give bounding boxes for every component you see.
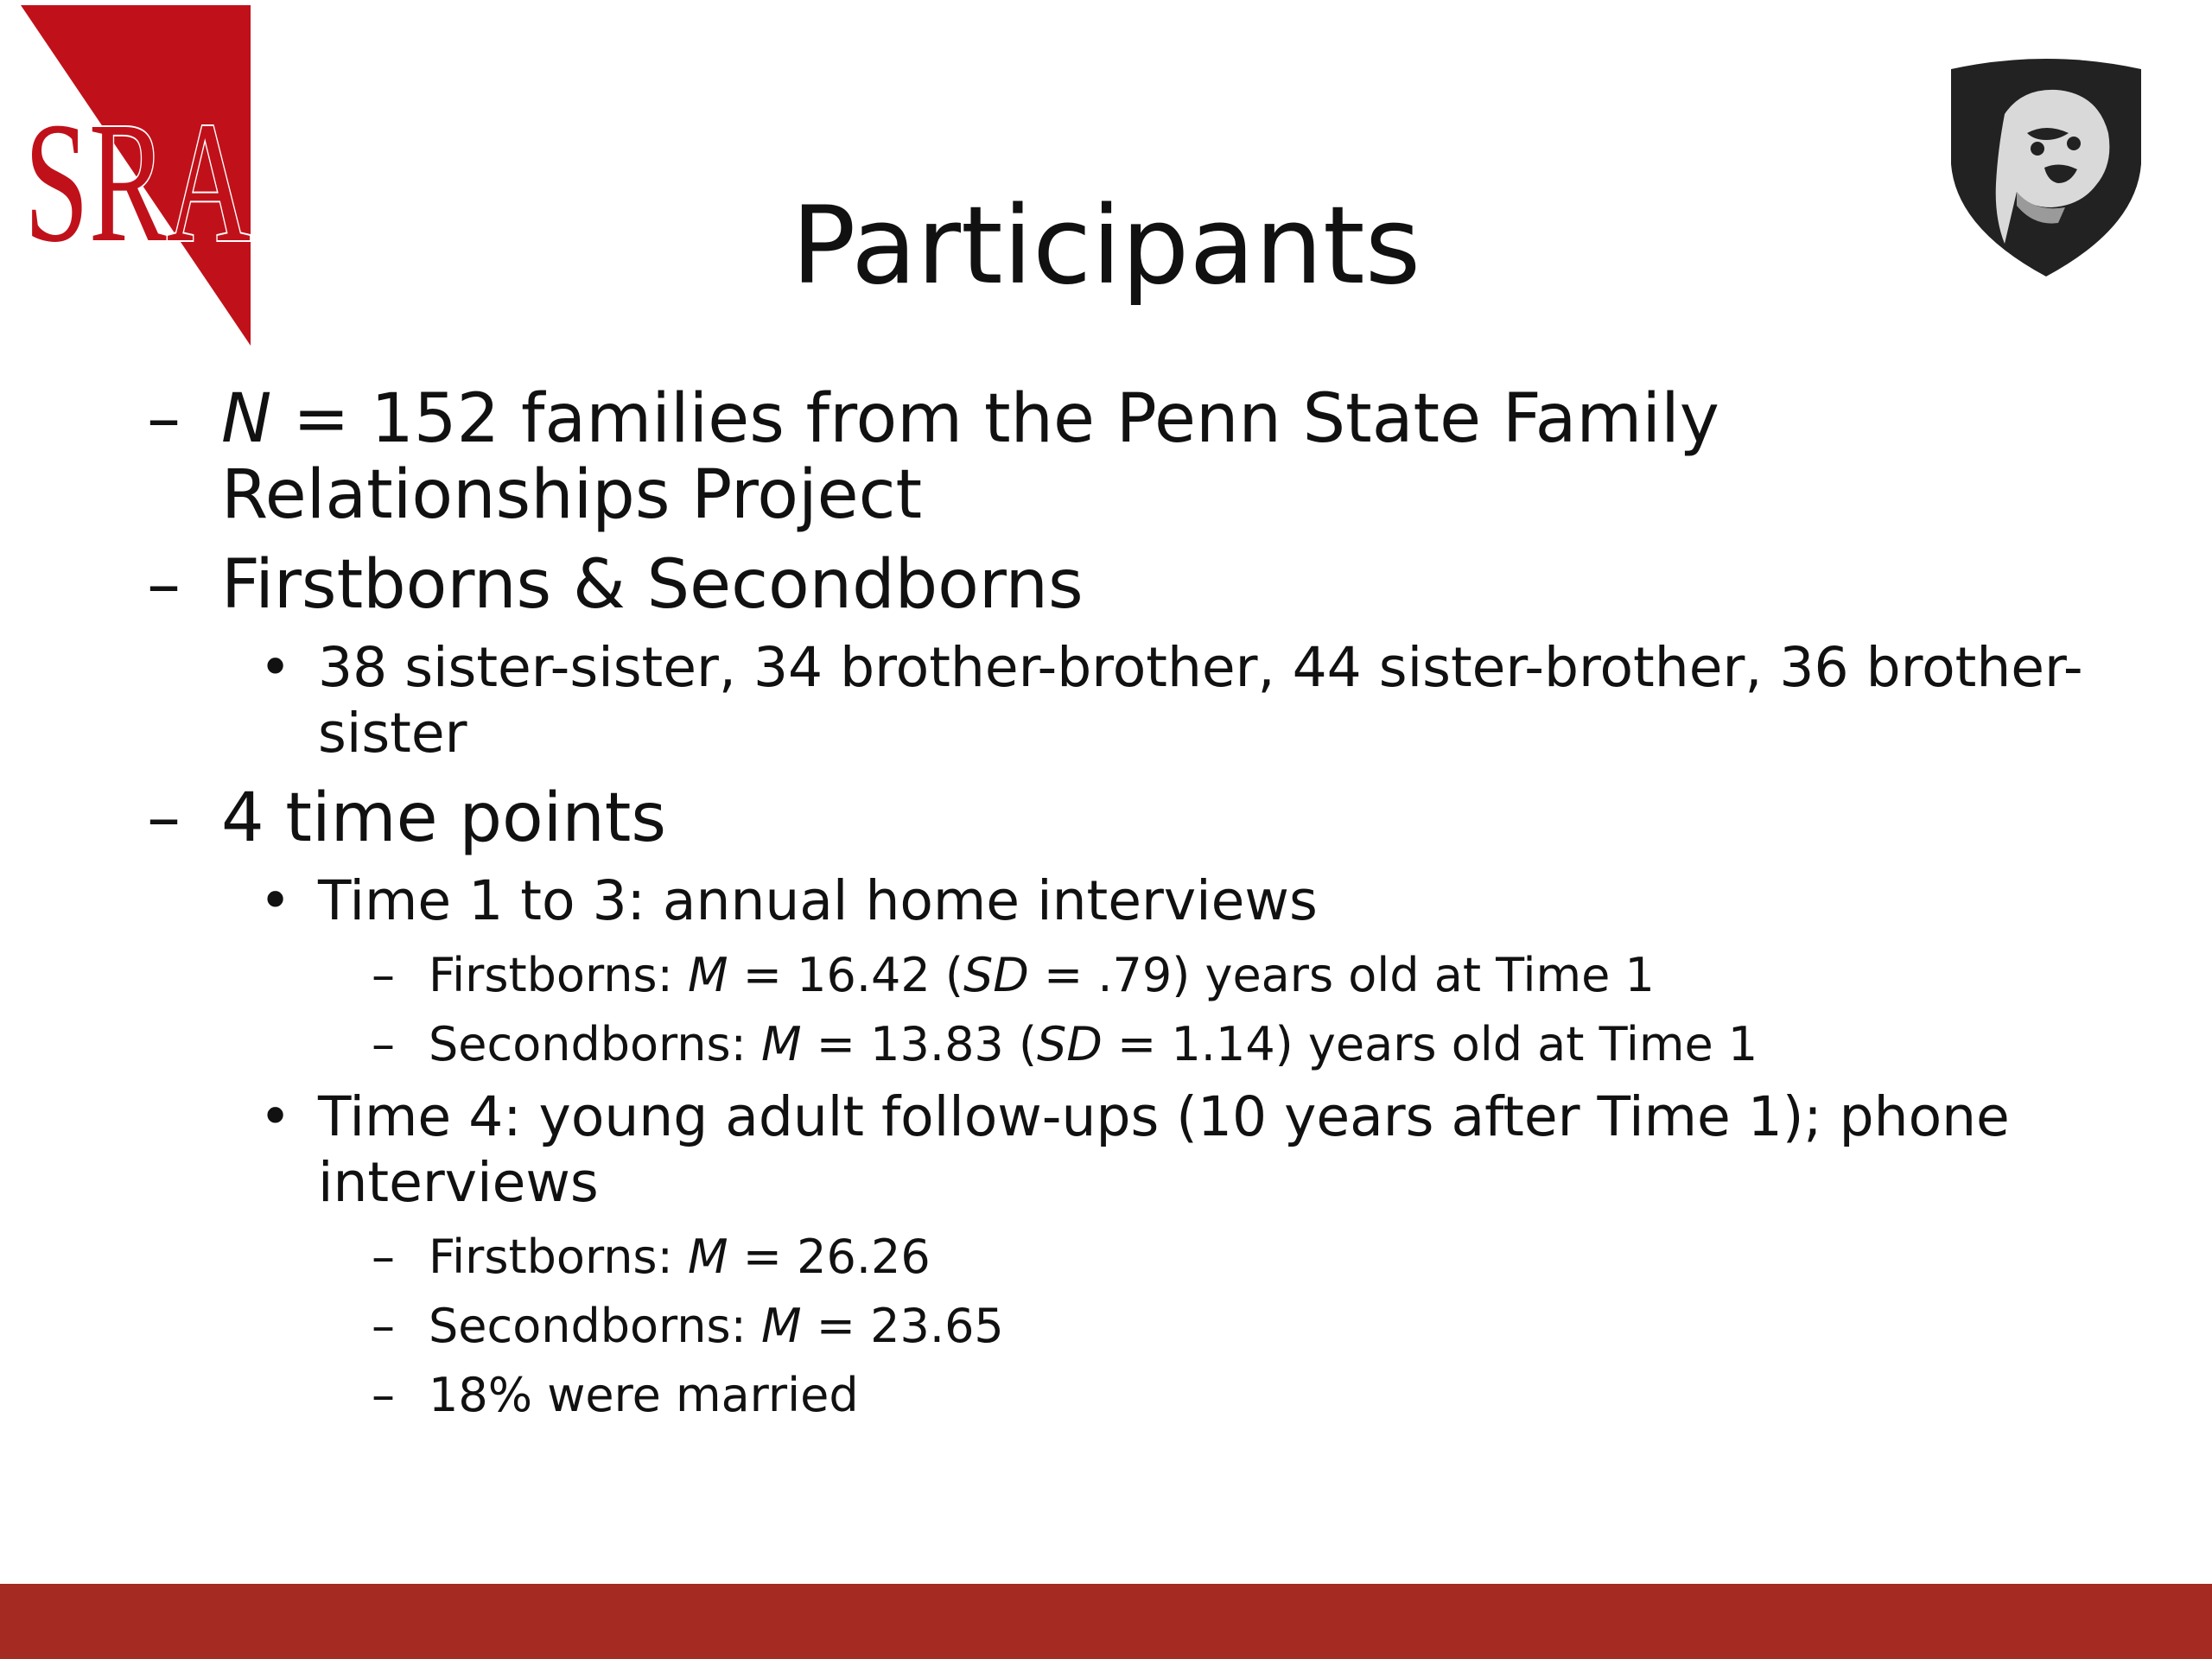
bullet-list [0,367,2212,1423]
statistic-symbol: SD [1037,1017,1103,1071]
statistic-symbol: M [687,1230,728,1284]
bullet-text-run: = 152 families from the Penn State Family Relationships Project [221,380,1719,534]
bullet-item-level-2 [0,868,2212,934]
bullet-text-run: Firstborns & Secondborns [221,546,1084,624]
bullet-text [429,1299,2113,1354]
bullet-text-run: 18% were married [429,1368,859,1422]
bullet-dot-marker: • [259,636,292,699]
statistic-symbol: M [761,1299,802,1353]
bullet-item-level-2 [0,635,2212,766]
bullet-text [221,547,2139,623]
bullet-item-level-1 [0,381,2212,533]
footer-bar [0,1584,2212,1659]
bullet-item-level-3 [0,948,2212,1003]
sra-logo-text: SRA [24,87,251,278]
bullet-item-level-3 [0,1017,2212,1072]
bullet-text [429,948,2113,1003]
bullet-dash-marker: – [372,1017,395,1071]
statistic-symbol: SD [963,948,1029,1002]
bullet-dash-marker: – [147,380,181,458]
bullet-text-run: Secondborns: [429,1299,762,1353]
bullet-text-run: Secondborns: [429,1017,762,1071]
bullet-text [429,1368,2113,1423]
bullet-text-run: Firstborns: [429,1230,688,1284]
bullet-text [318,1084,2115,1216]
bullet-text-run: = 26.26 [728,1230,931,1284]
bullet-text-run: Time 4: young adult follow-ups (10 years after Time 1); phone interviews [318,1085,2010,1214]
bullet-text-run: = 23.65 [801,1299,1004,1353]
bullet-item-level-1 [0,780,2212,856]
bullet-item-level-3 [0,1230,2212,1285]
bullet-item-level-3 [0,1368,2212,1423]
bullet-text [429,1230,2113,1285]
bullet-dash-marker: – [372,1368,395,1422]
bullet-dash-marker: – [372,948,395,1002]
bullet-dot-marker: • [259,869,292,932]
bullet-text-run: = 1.14) years old at Time 1 [1102,1017,1758,1071]
statistic-symbol: M [761,1017,802,1071]
bullet-text [318,868,2115,934]
bullet-item-level-1 [0,547,2212,623]
bullet-text-run: Firstborns: [429,948,688,1002]
bullet-text [318,635,2115,766]
bullet-text [221,780,2139,856]
bullet-text-run: 38 sister-sister, 34 brother-brother, 44 sister-brother, 36 brother-sister [318,636,2083,765]
slide-title: Participants [791,184,1421,308]
bullet-dash-marker: – [147,779,181,857]
bullet-dash-marker: – [372,1230,395,1284]
bullet-text-run: 4 time points [221,779,666,857]
bullet-text-run: Time 1 to 3: annual home interviews [318,869,1318,932]
bullet-text [429,1017,2113,1072]
bullet-dot-marker: • [259,1085,292,1148]
statistic-symbol: M [687,948,728,1002]
statistic-symbol: N [221,380,272,458]
bullet-text [221,381,2139,533]
bullet-text-run: = .79) years old at Time 1 [1028,948,1655,1002]
bullet-item-level-3 [0,1299,2212,1354]
bullet-dash-marker: – [372,1299,395,1353]
bullet-text-run: = 16.42 ( [728,948,963,1002]
bullet-dash-marker: – [147,546,181,624]
bullet-text-run: = 13.83 ( [801,1017,1038,1071]
bullet-item-level-2 [0,1084,2212,1216]
